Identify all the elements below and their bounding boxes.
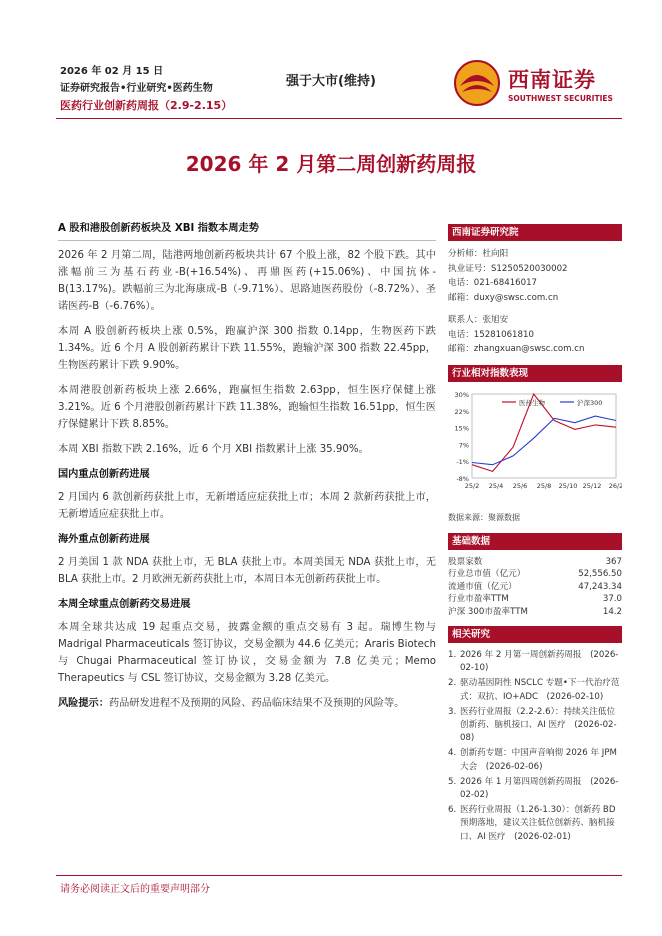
report-name: 医药行业创新药周报（2.9-2.15） [60,99,233,112]
company-logo [452,58,622,108]
logo-text-en: SOUTHWEST SECURITIES [508,94,613,103]
legend-label: 沪深300 [577,398,603,407]
x-tick-label: 25/2 [464,481,480,490]
paragraph: 2 月国内 6 款创新药获批上市，无新增适应症获批上市；本周 2 款新药获批上市，无新增适应症获批上市。 [58,492,436,520]
section-heading: 本周全球重点创新药交易进展 [58,599,191,610]
x-tick-label: 25/4 [488,481,504,490]
basic-data-row: 股票家数 367 [448,556,622,567]
institute-title: 西南证券研究院 [448,224,622,241]
related-item[interactable]: 1. 2026 年 2 月第一周创新药周报 (2026-02-10) [448,650,619,674]
basic-data-row: 流通市值（亿元） 47,243.34 [448,581,622,592]
x-tick-label: 25/6 [512,481,528,490]
contact-phone: 电话：15281061810 [448,329,534,340]
section-domestic [58,466,436,523]
main-content [58,220,436,720]
section-overseas [58,531,436,588]
page-title: 2026 年 2 月第二周创新药周报 [185,152,477,176]
x-tick-label: 25/10 [558,481,578,490]
related-research-list [448,649,622,844]
paragraph: 本周全球共达成 19 起重点交易，披露金额的重点交易有 3 起。瑞博生物与 Madrigal Pharmaceuticals 签订协议，交易金额为 44.6 亿美元；Araris Biotech 与 Chugai Pharmaceutical 签订协议，交易金额为 7.8 亿美元；Memo Therapeutics 与 CSL 签订协议，交易金额为 3.28 亿美元。 [58,622,436,684]
chart-title: 行业相对指数表现 [448,365,622,382]
analyst-name: 分析师：杜向阳 [448,249,509,259]
related-item[interactable]: 2. 驱动基因阴性 NSCLC 专题•下一代治疗范式：双抗、IO+ADC (2026-02-10) [448,678,620,702]
section-index-trend [58,220,436,458]
logo-mark-icon [452,58,502,108]
section-heading: 国内重点创新药进展 [58,469,150,480]
paragraph: 本周港股创新药板块上涨 2.66%，跑赢恒生指数 2.63pp，恒生医疗保健上涨 3.21%。近 6 个月港股创新药累计下跌 11.38%，跑输恒生指数 16.51pp，恒生医疗保健累计下跌 8.85%。 [58,385,436,430]
y-tick-label: 30% [454,390,469,399]
risk-label: 风险提示： [58,698,109,709]
footer-disclaimer: 请务必阅读正文后的重要声明部分 [60,884,210,895]
legend-label: 医药生物 [519,398,545,407]
logo-text-cn: 西南证券 [508,67,596,92]
related-item[interactable]: 3. 医药行业周报（2.2-2.6）：持续关注低位创新药、脑机接口、AI 医疗 (2026-02-08) [448,706,617,744]
index-chart [448,388,622,508]
footer-divider [56,875,622,876]
paragraph: 2026 年 2 月第二周，陆港两地创新药板块共计 67 个股上涨，82 个股下跌。其中涨幅前三为基石药业-B(+16.54%)、再鼎医药(+15.06%)、中国抗体-B(13.17%)。跌幅前三为北海康成-B（-9.71%）、思路迪医药股份（-8.72%）、圣诺医药-B（-6.76%）。 [58,250,436,312]
analyst-phone: 电话：021-68416017 [448,278,538,288]
basic-data-row: 行业总市值（亿元） 52,556.50 [448,569,622,579]
x-tick-label: 26/2 [608,481,622,490]
related-item[interactable]: 6. 医药行业周报（1.26-1.30）：创新药 BD预期落地，建议关注低位创新药、脑机接口、AI 医疗 (2026-02-01) [448,805,616,842]
risk-text: 药品研发进程不及预期的风险、药品临床结果不及预期的风险等。 [108,698,405,709]
y-tick-label: 22% [454,407,469,416]
index-chart-svg [448,388,622,508]
y-tick-label: -1% [456,457,469,466]
related-item[interactable]: 5. 2026 年 1 月第四周创新药周报 (2026-02-02) [448,776,619,801]
x-tick-label: 25/12 [582,481,602,490]
chart-source: 数据来源：聚源数据 [448,512,520,522]
risk-warning [58,695,436,712]
y-tick-label: -8% [456,474,469,483]
basic-data-list [448,556,622,619]
section-heading: A 股和港股创新药板块及 XBI 指数本周走势 [58,220,436,241]
paragraph: 2 月美国 1 款 NDA 获批上市，无 BLA 获批上市。本周美国无 NDA 获批上市，无 BLA 获批上市。2 月欧洲无新药获批上市，本周日本无创新药获批上市。 [58,557,436,585]
analyst-email[interactable]: 邮箱：duxy@swsc.com.cn [448,292,559,303]
section-deals [58,596,436,687]
rating: 强于大市(维持) [286,74,376,89]
y-tick-label: 7% [458,440,469,449]
sidebar [448,224,622,846]
header-divider [56,118,622,119]
contact-email[interactable]: 邮箱：zhangxuan@swsc.com.cn [448,344,585,354]
basic-data-row: 沪深 300市盈率TTM 14.2 [448,606,622,617]
paragraph: 本周 A 股创新药板块上涨 0.5%，跑赢沪深 300 指数 0.14pp，生物医药下跌 1.34%。近 6 个月 A 股创新药累计下跌 11.55%，跑输沪深 300 指数 22.45pp，生物医药累计下跌 9.90%。 [58,326,436,371]
contact-name: 联系人：张旭安 [448,315,509,325]
x-tick-label: 25/8 [536,481,552,490]
section-heading: 海外重点创新药进展 [58,534,150,545]
basic-data-row: 行业市盈率TTM 37.0 [448,594,622,604]
related-research-title: 相关研究 [448,626,622,643]
report-date: 2026 年 02 月 15 日 [60,66,164,77]
y-tick-label: 15% [454,424,469,433]
report-type: 证券研究报告•行业研究•医药生物 [60,83,213,94]
paragraph: 本周 XBI 指数下跌 2.16%，近 6 个月 XBI 指数累计上涨 35.90%。 [58,444,369,455]
series-line-hs300 [472,416,616,465]
basic-data-title: 基础数据 [448,533,622,550]
related-item[interactable]: 4. 创新药专题：中国声音响彻 2026 年 JPM 大会 (2026-02-06) [448,748,617,772]
analyst-license: 执业证号：S1250520030002 [448,263,568,274]
